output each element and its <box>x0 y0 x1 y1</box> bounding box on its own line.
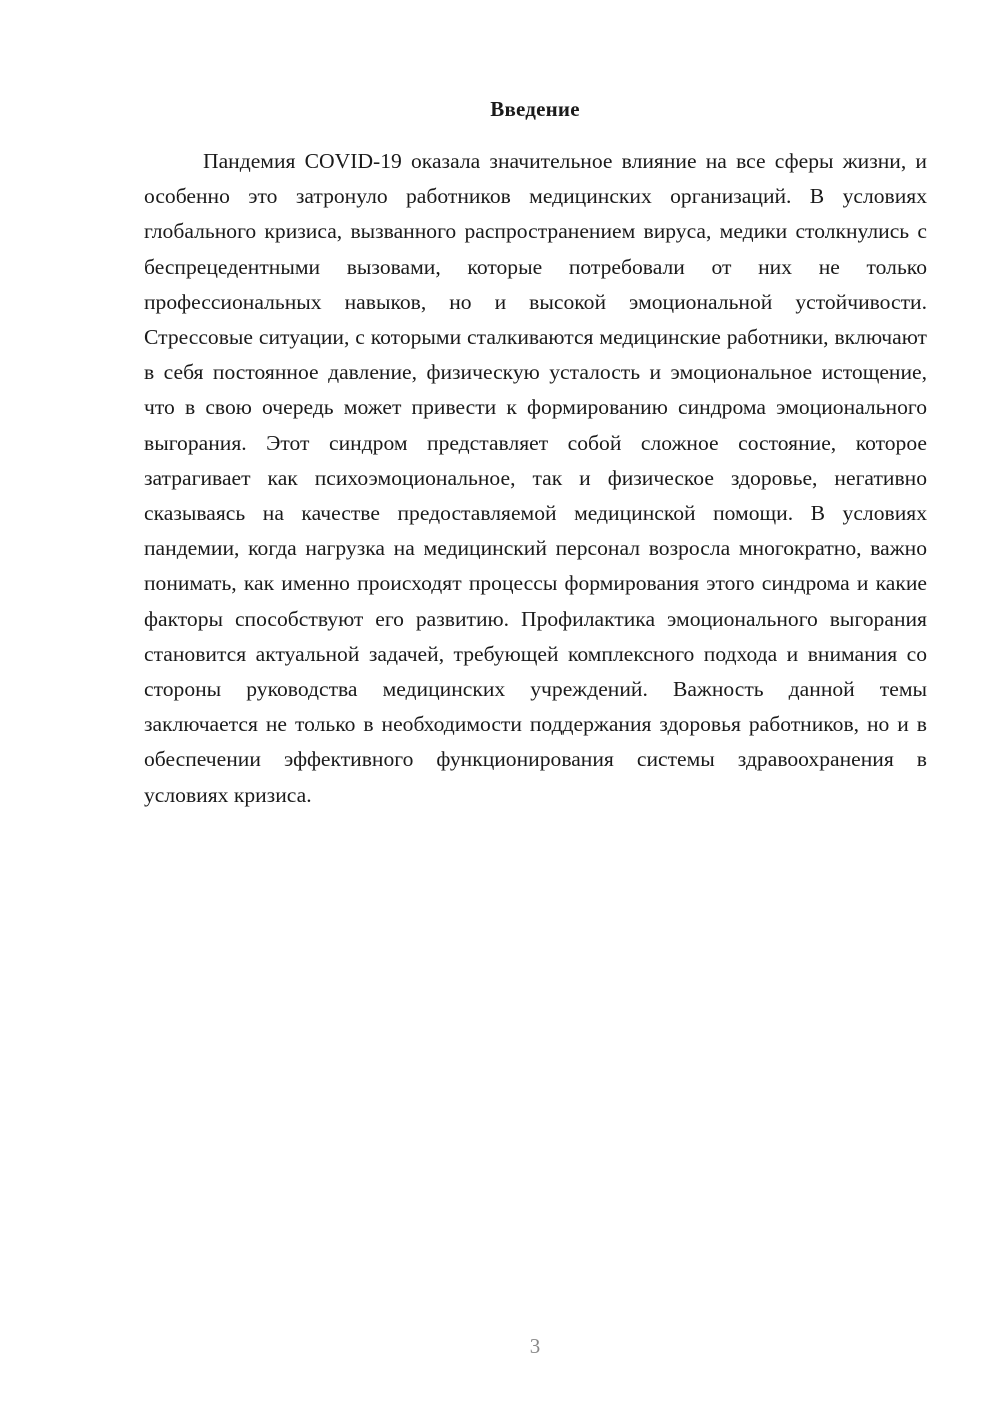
page-number: 3 <box>529 1334 541 1358</box>
section-heading: Введение <box>490 97 580 121</box>
intro-paragraph: Пандемия COVID-19 оказала значительное влияние на все сферы жизни, и особенно это затронуло работников медицинских организаций. В условиях глобального кризиса, вызванного распространением вируса, медики столкнулись с беспрецедентными вызовами, которые потребовали от них не только профессиональных навыков, но и высокой эмоциональной устойчивости. Стрессовые ситуации, с которыми сталкиваются медицинские работники, включают в себя постоянное давление, физическую усталость и эмоциональное истощение, что в свою очередь может привести к формированию синдрома эмоционального выгорания. Этот синдром представляет собой сложное состояние, которое затрагивает как психоэмоциональное, так и физическое здоровье, негативно сказываясь на качестве предоставляемой медицинской помощи. В условиях пандемии, когда нагрузка на медицинский персонал возросла многократно, важно понимать, как именно происходят процессы формирования этого синдрома и какие факторы способствуют его развитию. Профилактика эмоционального выгорания становится актуальной задачей, требующей комплексного подхода и внимания со стороны руководства медицинских учреждений. Важность данной темы заключается не только в необходимости поддержания здоровья работников, но и в обеспечении эффективного функционирования системы здравоохранения в условиях кризиса. <box>144 149 927 807</box>
